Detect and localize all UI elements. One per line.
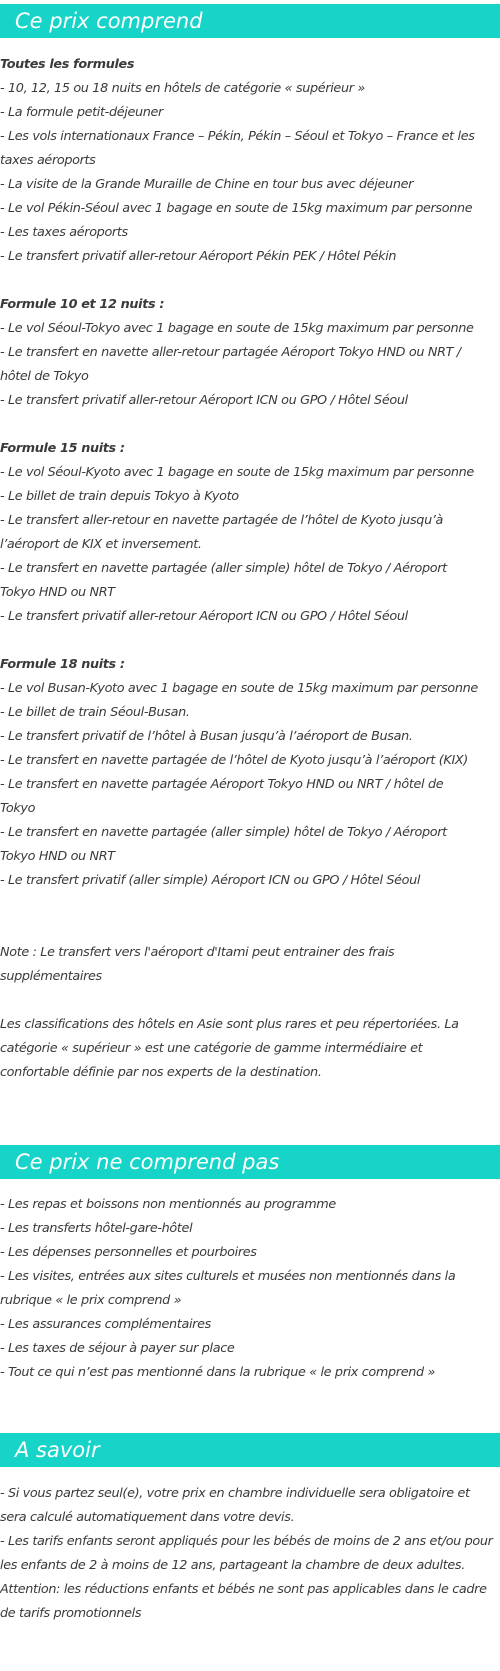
list-line: - Les dépenses personnelles et pourboires	[0, 1245, 257, 1260]
list-line: - Le vol Busan-Kyoto avec 1 bagage en soute de 15kg maximum par personne	[0, 681, 478, 696]
formula-10-12-title: Formule 10 et 12 nuits :	[0, 297, 165, 312]
list-line: sera calculé automatiquement dans votre devis.	[0, 1510, 295, 1525]
list-line: - Les vols internationaux France – Pékin, Pékin – Séoul et Tokyo – France et les	[0, 129, 475, 144]
list-line: Tokyo HND ou NRT	[0, 849, 115, 864]
list-line: - Le transfert privatif de l’hôtel à Busan jusqu’à l’aéroport de Busan.	[0, 729, 413, 744]
list-line: Note : Le transfert vers l'aéroport d'Itami peut entrainer des frais	[0, 945, 395, 960]
list-line: - La visite de la Grande Muraille de Chine en tour bus avec déjeuner	[0, 177, 414, 192]
page	[0, 4, 500, 1626]
list-line: les enfants de 2 à moins de 12 ans, partageant la chambre de deux adultes.	[0, 1558, 465, 1573]
list-line: - Le transfert aller-retour en navette partagée de l’hôtel de Kyoto jusqu’à	[0, 513, 444, 528]
note-block	[0, 941, 496, 989]
list-line: - Le billet de train Séoul-Busan.	[0, 705, 190, 720]
section-header-not-included: Ce prix ne comprend pas	[0, 1145, 500, 1179]
not-included-list	[0, 1193, 496, 1385]
section-content-good-to-know	[0, 1482, 500, 1626]
formula-15-list	[0, 461, 496, 629]
list-line: rubrique « le prix comprend »	[0, 1293, 182, 1308]
list-line: Tokyo	[0, 801, 36, 816]
good-to-know-list	[0, 1482, 496, 1626]
list-line: - Le transfert en navette partagée Aéroport Tokyo HND ou NRT / hôtel de	[0, 777, 444, 792]
list-line: - Les visites, entrées aux sites culturels et musées non mentionnés dans la	[0, 1269, 456, 1284]
list-line: - Tout ce qui n’est pas mentionné dans la rubrique « le prix comprend »	[0, 1365, 436, 1380]
list-line: - Les assurances complémentaires	[0, 1317, 211, 1332]
formula-10-12-block	[0, 293, 496, 413]
list-line: Les classifications des hôtels en Asie sont plus rares et peu répertoriées. La	[0, 1017, 459, 1032]
all-formulas-title: Toutes les formules	[0, 57, 135, 72]
list-line: - Les taxes aéroports	[0, 225, 128, 240]
list-line: - Le transfert privatif aller-retour Aéroport Pékin PEK / Hôtel Pékin	[0, 249, 397, 264]
list-line: - La formule petit-déjeuner	[0, 105, 163, 120]
list-line: - Le transfert privatif aller-retour Aéroport ICN ou GPO / Hôtel Séoul	[0, 393, 408, 408]
list-line: - Le transfert en navette partagée (aller simple) hôtel de Tokyo / Aéroport	[0, 825, 447, 840]
list-line: - Les tarifs enfants seront appliqués pour les bébés de moins de 2 ans et/ou pour	[0, 1534, 493, 1549]
list-line: - Le transfert privatif aller-retour Aéroport ICN ou GPO / Hôtel Séoul	[0, 609, 408, 624]
list-line: - Les transferts hôtel-gare-hôtel	[0, 1221, 193, 1236]
section-header-included: Ce prix comprend	[0, 4, 500, 38]
formula-18-title: Formule 18 nuits :	[0, 657, 125, 672]
section-content-included	[0, 53, 500, 1085]
list-line: catégorie « supérieur » est une catégorie de gamme intermédiaire et	[0, 1041, 423, 1056]
list-line: - Le transfert en navette aller-retour partagée Aéroport Tokyo HND ou NRT /	[0, 345, 461, 360]
formula-18-list	[0, 677, 496, 893]
formula-18-block	[0, 653, 496, 893]
list-line: - Le transfert privatif (aller simple) Aéroport ICN ou GPO / Hôtel Séoul	[0, 873, 421, 888]
section-header-good-to-know: A savoir	[0, 1433, 500, 1467]
list-line: Attention: les réductions enfants et bébés ne sont pas applicables dans le cadre	[0, 1582, 487, 1597]
list-line: l’aéroport de KIX et inversement.	[0, 537, 202, 552]
list-line: - Si vous partez seul(e), votre prix en chambre individuelle sera obligatoire et	[0, 1486, 470, 1501]
list-line: Tokyo HND ou NRT	[0, 585, 115, 600]
formula-10-12-list	[0, 317, 496, 413]
list-line: - Le vol Séoul-Tokyo avec 1 bagage en soute de 15kg maximum par personne	[0, 321, 474, 336]
all-formulas-list	[0, 77, 496, 269]
list-line: - Le transfert en navette partagée de l’hôtel de Kyoto jusqu’à l’aéroport (KIX)	[0, 753, 468, 768]
list-line: taxes aéroports	[0, 153, 96, 168]
formula-15-block	[0, 437, 496, 629]
list-line: supplémentaires	[0, 969, 102, 984]
list-line: - Le billet de train depuis Tokyo à Kyoto	[0, 489, 239, 504]
list-line: hôtel de Tokyo	[0, 369, 89, 384]
list-line: - 10, 12, 15 ou 18 nuits en hôtels de catégorie « supérieur »	[0, 81, 365, 96]
list-line: - Le transfert en navette partagée (aller simple) hôtel de Tokyo / Aéroport	[0, 561, 447, 576]
list-line: de tarifs promotionnels	[0, 1606, 142, 1621]
list-line: confortable définie par nos experts de la destination.	[0, 1065, 322, 1080]
list-line: - Le vol Pékin-Séoul avec 1 bagage en soute de 15kg maximum par personne	[0, 201, 473, 216]
list-line: - Les repas et boissons non mentionnés au programme	[0, 1197, 336, 1212]
list-line: - Les taxes de séjour à payer sur place	[0, 1341, 235, 1356]
section-content-not-included	[0, 1193, 500, 1385]
classification-block	[0, 1013, 496, 1085]
list-line: - Le vol Séoul-Kyoto avec 1 bagage en soute de 15kg maximum par personne	[0, 465, 474, 480]
all-formulas-block	[0, 53, 496, 269]
formula-15-title: Formule 15 nuits :	[0, 441, 125, 456]
